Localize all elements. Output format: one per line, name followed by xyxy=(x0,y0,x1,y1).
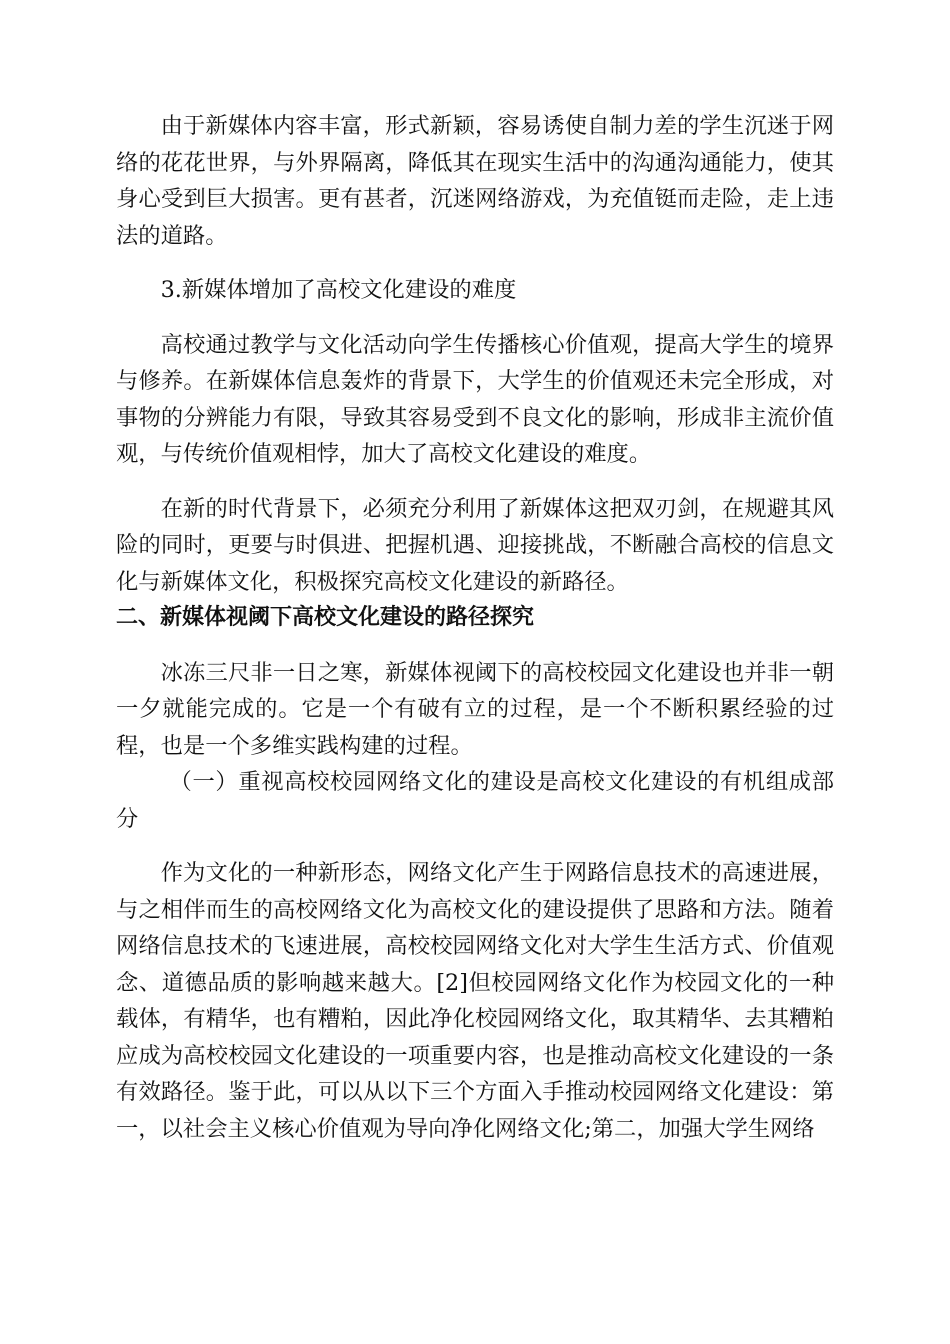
paragraph-ice-proverb: 冰冻三尺非一日之寒，新媒体视阈下的高校校园文化建设也并非一朝一夕就能完成的。它是一个有破有立的过程，是一个不断积累经验的过程，也是一个多维实践构建的过程。 xyxy=(116,659,834,759)
subsection-heading-3: 3.新媒体增加了高校文化建设的难度 xyxy=(160,277,517,303)
section-heading-2: 二、新媒体视阈下高校文化建设的路径探究 xyxy=(116,605,535,630)
paragraph-online-addiction: 由于新媒体内容丰富，形式新颖，容易诱使自制力差的学生沉迷于网络的花花世界，与外界隔离，降低其在现实生活中的沟通沟通能力，使其身心受到巨大损害。更有甚者，沉迷网络游戏，为充值铤而走险，走上违法的道路。 xyxy=(116,113,834,249)
subsection-heading-1: （一）重视高校校园网络文化的建设是高校文化建设的有机组成部分 xyxy=(116,769,834,832)
paragraph-new-era: 在新的时代背景下，必须充分利用了新媒体这把双刃剑，在规避其风险的同时，更要与时俱进、把握机遇、迎接挑战，不断融合高校的信息文化与新媒体文化，积极探究高校文化建设的新路径。 xyxy=(116,495,834,595)
paragraph-culture-difficulty: 高校通过教学与文化活动向学生传播核心价值观，提高大学生的境界与修养。在新媒体信息轰炸的背景下，大学生的价值观还未完全形成，对事物的分辨能力有限，导致其容易受到不良文化的影响，形成非主流价值观，与传统价值观相悖，加大了高校文化建设的难度。 xyxy=(116,331,834,467)
document-page xyxy=(116,108,834,1147)
paragraph-network-culture: 作为文化的一种新形态，网络文化产生于网路信息技术的高速进展，与之相伴而生的高校网络文化为高校文化的建设提供了思路和方法。随着网络信息技术的飞速进展，高校校园网络文化对大学生生活方式、价值观念、道德品质的影响越来越大。[2]但校园网络文化作为校园文化的一种载体，有精华，也有糟粕，因此净化校园网络文化，取其精华、去其糟粕应成为高校校园文化建设的一项重要内容，也是推动高校文化建设的一条有效路径。鉴于此，可以从以下三个方面入手推动校园网络文化建设：第一，以社会主义核心价值观为导向净化网络文化;第二，加强大学生网络 xyxy=(116,860,834,1142)
